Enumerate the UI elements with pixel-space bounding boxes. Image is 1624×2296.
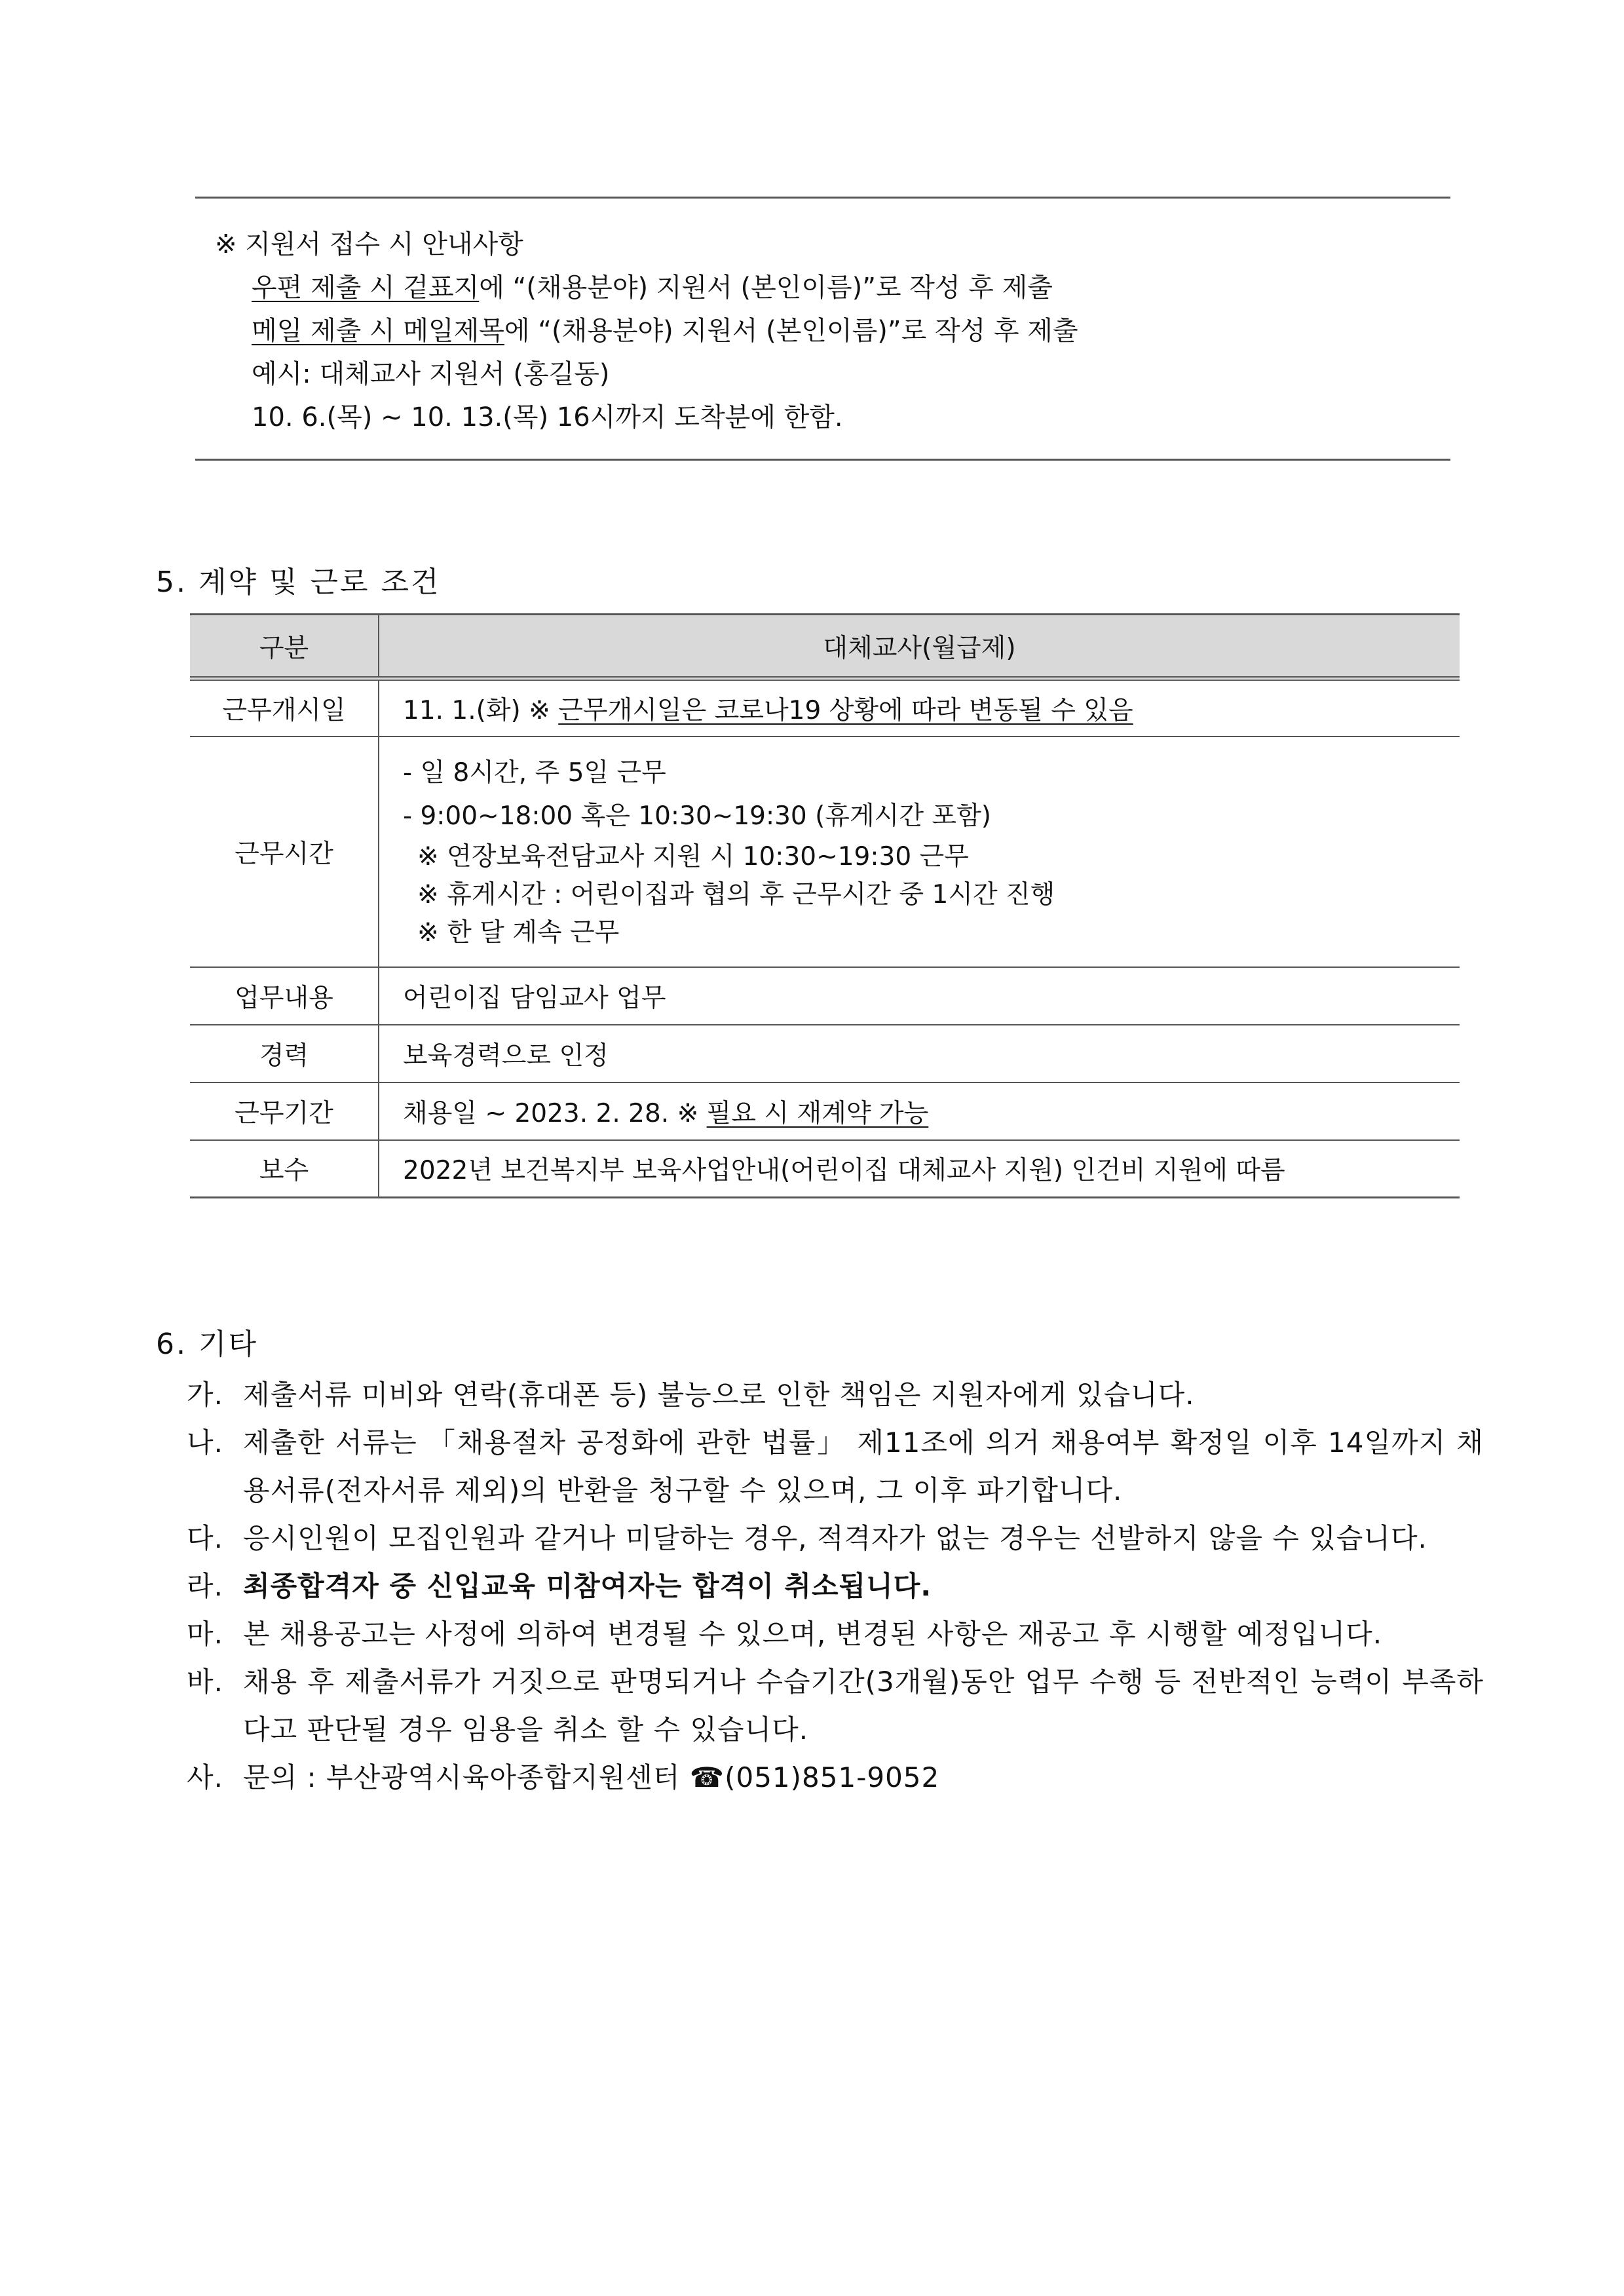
list-item — [187, 1419, 1484, 1514]
period-label: 근무기간 — [190, 1082, 379, 1140]
table-row-duty — [190, 967, 1460, 1025]
table-header-row — [190, 615, 1460, 679]
period-cell — [379, 1082, 1460, 1140]
item-text: 채용 후 제출서류가 거짓으로 판명되거나 수습기간(3개월)동안 업무 수행 등 전반적인 능력이 부족하다고 판단될 경우 임용을 취소 할 수 있습니다. — [243, 1666, 1484, 1746]
notice-mail-underlined: 메일 제출 시 메일제목 — [252, 316, 504, 346]
item-marker: 다. — [187, 1522, 223, 1554]
item-text: 응시인원이 모집인원과 같거나 미달하는 경우, 적격자가 없는 경우는 선발하지 않을 수 있습니다. — [243, 1522, 1427, 1554]
table-row-career — [190, 1025, 1460, 1082]
item-text: 문의 : 부산광역시육아종합지원센터 ☎(051)851-9052 — [243, 1761, 940, 1793]
pay-label: 보수 — [190, 1140, 379, 1198]
notice-title: ※ 지원서 접수 시 안내사항 — [215, 229, 523, 259]
item-text: 제출서류 미비와 연락(휴대폰 등) 불능으로 인한 책임은 지원자에게 있습니다. — [243, 1379, 1195, 1411]
section6-heading: 6. 기타 — [156, 1328, 258, 1361]
duty-label: 업무내용 — [190, 967, 379, 1025]
notice-post-underlined: 우편 제출 시 겉표지 — [252, 273, 480, 303]
item-text: 최종합격자 중 신입교육 미참여자는 합격이 취소됩니다. — [243, 1570, 932, 1602]
hours-note: ※ 한 달 계속 근무 — [417, 917, 620, 947]
duty-value: 어린이집 담임교사 업무 — [379, 967, 1460, 1025]
item-marker: 마. — [187, 1618, 223, 1650]
bottom-rule — [195, 459, 1450, 461]
list-item — [187, 1514, 1484, 1562]
hours-line: - 일 8시간, 주 5일 근무 — [403, 757, 666, 788]
hours-line: - 9:00~18:00 혹은 10:30~19:30 (휴게시간 포함) — [403, 801, 991, 831]
item-marker: 나. — [187, 1426, 223, 1459]
table-row-pay — [190, 1140, 1460, 1198]
career-label: 경력 — [190, 1025, 379, 1082]
item-marker: 바. — [187, 1666, 223, 1698]
period-note: 필요 시 재계약 가능 — [706, 1098, 929, 1128]
application-notice-box — [215, 223, 1433, 439]
hours-note: ※ 휴게시간 : 어린이집과 협의 후 근무시간 중 1시간 진행 — [417, 879, 1055, 909]
start-note: 근무개시일은 코로나19 상황에 따라 변동될 수 있음 — [558, 695, 1133, 725]
list-item — [187, 1658, 1484, 1753]
misc-list — [187, 1371, 1484, 1801]
period-value: 채용일 ~ 2023. 2. 28. ※ — [403, 1098, 707, 1128]
item-marker: 라. — [187, 1570, 223, 1602]
item-text: 제출한 서류는 「채용절차 공정화에 관한 법률」 제11조에 의거 채용여부 확정일 이후 14일까지 채용서류(전자서류 제외)의 반환을 청구할 수 있으며, 그 이후 파기합니다. — [243, 1426, 1484, 1506]
hours-cell — [379, 737, 1460, 967]
start-label: 근무개시일 — [190, 679, 379, 737]
notice-post-rest: 에 “(채용분야) 지원서 (본인이름)”로 작성 후 제출 — [479, 273, 1053, 303]
item-marker: 사. — [187, 1761, 223, 1793]
hours-label: 근무시간 — [190, 737, 379, 967]
start-cell — [379, 679, 1460, 737]
list-item — [187, 1371, 1484, 1419]
notice-mail-rest: 에 “(채용분야) 지원서 (본인이름)”로 작성 후 제출 — [504, 316, 1078, 346]
list-item — [187, 1610, 1484, 1658]
notice-deadline: 10. 6.(목) ~ 10. 13.(목) 16시까지 도착분에 한함. — [252, 402, 843, 432]
table-row-period — [190, 1082, 1460, 1140]
top-rule — [195, 197, 1450, 199]
table-row-hours — [190, 737, 1460, 967]
table-row-start-date — [190, 679, 1460, 737]
item-marker: 가. — [187, 1379, 223, 1411]
header-value: 대체교사(월급제) — [379, 615, 1460, 679]
notice-mail-line — [215, 309, 1433, 353]
list-item — [187, 1753, 1484, 1801]
list-item — [187, 1562, 1484, 1610]
contract-terms-table — [190, 613, 1460, 1198]
item-text: 본 채용공고는 사정에 의하여 변경될 수 있으며, 변경된 사항은 재공고 후 시행할 예정입니다. — [243, 1618, 1383, 1650]
start-value: 11. 1.(화) ※ — [403, 695, 559, 725]
hours-note: ※ 연장보육전담교사 지원 시 10:30~19:30 근무 — [417, 841, 969, 871]
notice-post-line — [215, 266, 1433, 309]
notice-example: 예시: 대체교사 지원서 (홍길동) — [252, 359, 610, 389]
header-label: 구분 — [190, 615, 379, 679]
pay-value: 2022년 보건복지부 보육사업안내(어린이집 대체교사 지원) 인건비 지원에 따름 — [379, 1140, 1460, 1198]
career-value: 보육경력으로 인정 — [379, 1025, 1460, 1082]
section5-heading: 5. 계약 및 근로 조건 — [156, 565, 441, 599]
